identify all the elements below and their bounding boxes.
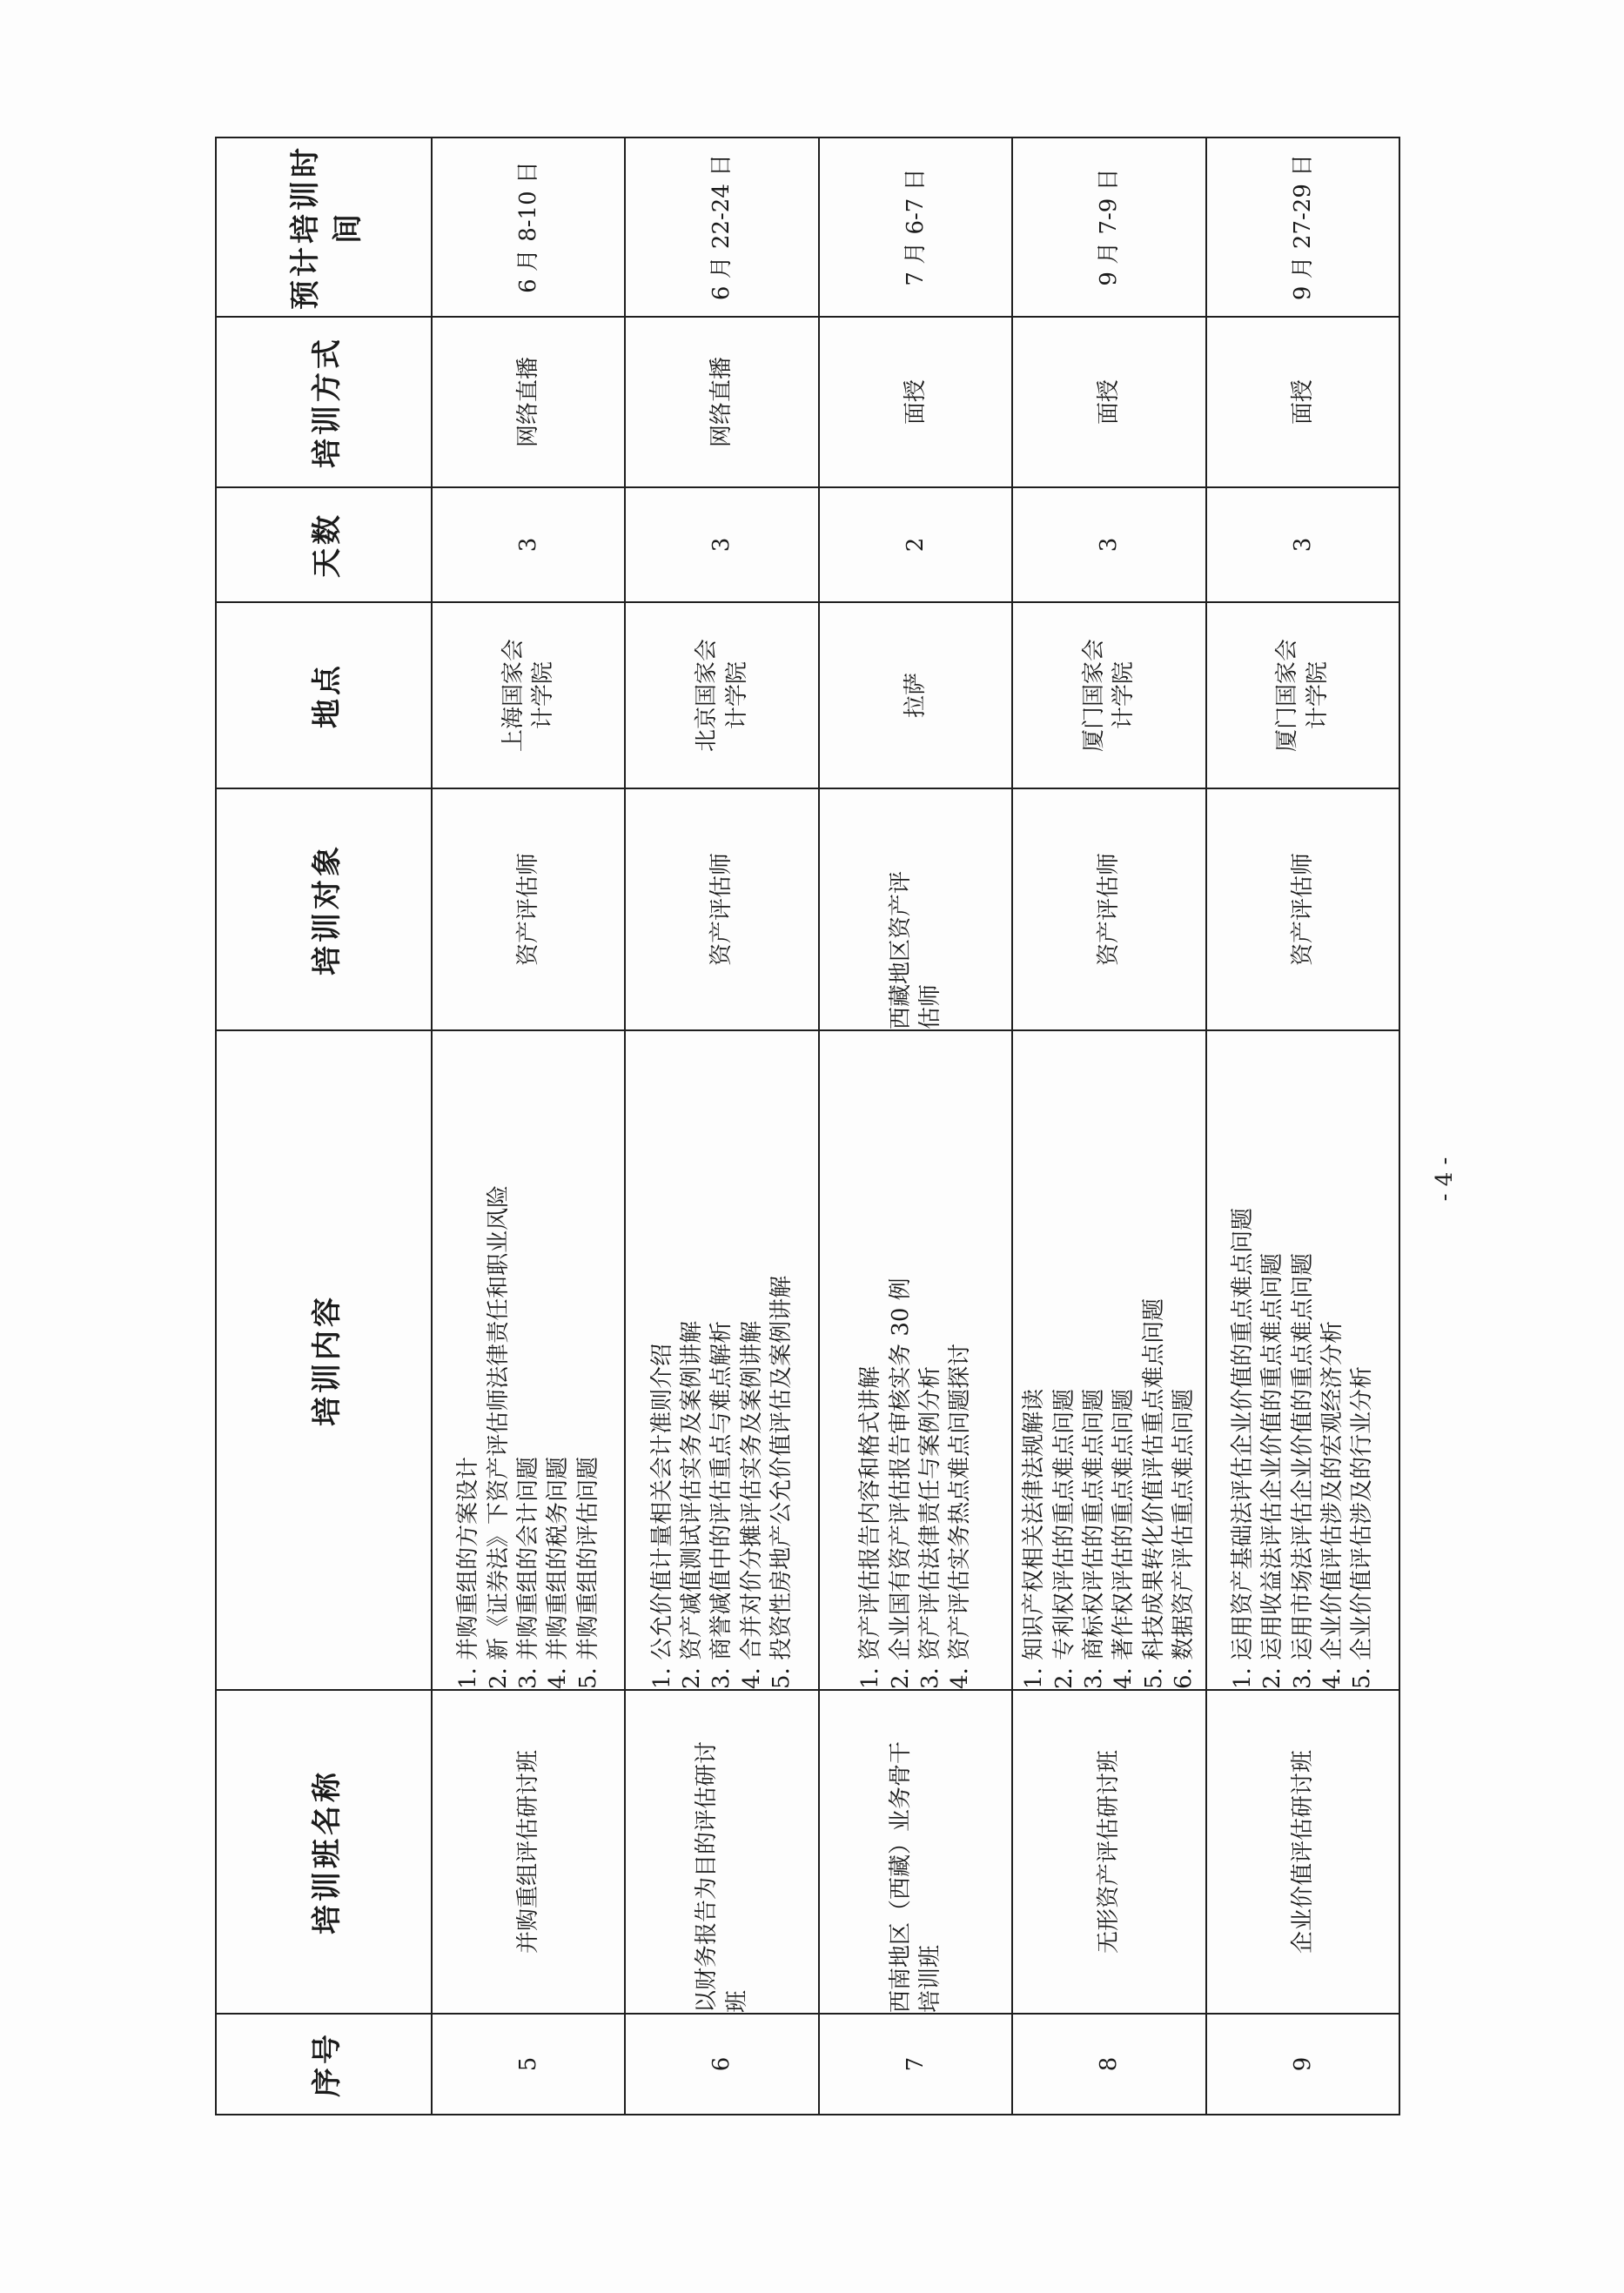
cell-content <box>1012 1030 1205 1690</box>
header-seq: 序号 <box>216 2014 432 2115</box>
cell-class-name <box>1206 1690 1399 2014</box>
page-number: - 4 - <box>1432 1157 1458 1202</box>
content-item: 1. 运用资产基础法评估企业价值的重点难点问题 <box>1230 1207 1256 1689</box>
class-name-text: 企业价值评估研讨班 <box>1289 1750 1316 1954</box>
cell-class-name <box>432 1690 625 2014</box>
content-item: 3. 资产评估法律责任与案例分析 <box>916 1365 943 1689</box>
cell-class-name <box>625 1690 818 2014</box>
cell-location <box>1012 602 1205 788</box>
content-item: 4. 著作权评估的重点难点问题 <box>1111 1388 1137 1689</box>
content-list <box>856 1031 975 1689</box>
cell-audience: 资产评估师 <box>1206 788 1399 1030</box>
cell-days: 2 <box>819 487 1012 602</box>
cell-content <box>819 1030 1012 1690</box>
table-row <box>819 137 1012 2115</box>
cell-method: 面授 <box>819 317 1012 487</box>
header-time: 预计培训时间 <box>216 137 432 317</box>
content-item: 3. 并购重组的会计问题 <box>515 1456 542 1689</box>
content-list <box>1228 1031 1378 1689</box>
cell-method: 网络直播 <box>432 317 625 487</box>
cell-seq: 5 <box>432 2014 625 2115</box>
content-item: 2. 资产减值测试评估实务及案例讲解 <box>679 1320 706 1689</box>
content-item: 3. 商标权评估的重点难点问题 <box>1081 1388 1108 1689</box>
class-name-text: 西南地区（西藏）业务骨干培训班 <box>887 1740 943 2013</box>
header-content: 培训内容 <box>216 1030 432 1690</box>
header-method: 培训方式 <box>216 317 432 487</box>
cell-time: 9 月 27-29 日 <box>1206 137 1399 317</box>
content-list <box>1019 1031 1198 1689</box>
cell-class-name <box>819 1690 1012 2014</box>
table-row <box>1206 137 1399 2115</box>
cell-time: 6 月 8-10 日 <box>432 137 625 317</box>
content-item: 1. 资产评估报告内容和格式讲解 <box>857 1365 884 1689</box>
cell-method: 面授 <box>1206 317 1399 487</box>
content-list <box>453 1031 603 1689</box>
header-class-name: 培训班名称 <box>216 1690 432 2014</box>
content-list <box>648 1031 797 1689</box>
content-item: 2. 专利权评估的重点难点问题 <box>1050 1388 1077 1689</box>
table-row <box>432 137 625 2115</box>
content-item: 2. 运用收益法评估企业价值的重点难点问题 <box>1259 1252 1286 1689</box>
content-item: 6. 数据资产评估重点难点问题 <box>1170 1388 1197 1689</box>
cell-audience <box>819 788 1012 1030</box>
content-item: 2. 企业国有资产评估报告审核实务 30 例 <box>887 1277 914 1689</box>
cell-days: 3 <box>432 487 625 602</box>
location-text: 上海国家会计学院 <box>500 639 557 753</box>
cell-time: 9 月 7-9 日 <box>1012 137 1205 317</box>
class-name-text: 以财务报告为目的评估研讨班 <box>694 1740 750 2013</box>
audience-text: 西藏地区资产评估师 <box>887 870 943 1029</box>
cell-time: 6 月 22-24 日 <box>625 137 818 317</box>
content-item: 3. 商誉减值中的评估重点与难点解析 <box>708 1320 735 1689</box>
content-item: 4. 合并对价分摊评估实务及案例讲解 <box>738 1320 765 1689</box>
header-audience: 培训对象 <box>216 788 432 1030</box>
training-schedule-table-wrapper <box>215 138 1400 2115</box>
cell-location <box>625 602 818 788</box>
content-item: 2. 新《证券法》下资产评估师法律责任和职业风险 <box>485 1184 512 1689</box>
cell-days: 3 <box>1206 487 1399 602</box>
content-item: 1. 知识产权相关法律法规解读 <box>1021 1388 1048 1689</box>
class-name-text: 并购重组评估研讨班 <box>515 1750 542 1954</box>
cell-content <box>625 1030 818 1690</box>
cell-content <box>432 1030 625 1690</box>
cell-days: 3 <box>1012 487 1205 602</box>
content-item: 1. 公允价值计量相关会计准则介绍 <box>648 1343 675 1689</box>
content-item: 5. 科技成果转化价值评估重点难点问题 <box>1140 1297 1167 1689</box>
header-days: 天数 <box>216 487 432 602</box>
location-text: 北京国家会计学院 <box>694 639 750 753</box>
cell-seq: 9 <box>1206 2014 1399 2115</box>
content-item: 3. 运用市场法评估企业价值的重点难点问题 <box>1289 1252 1316 1689</box>
class-name-text: 无形资产评估研讨班 <box>1096 1750 1123 1954</box>
cell-method: 网络直播 <box>625 317 818 487</box>
cell-audience: 资产评估师 <box>432 788 625 1030</box>
cell-seq: 7 <box>819 2014 1012 2115</box>
cell-location <box>1206 602 1399 788</box>
content-item: 1. 并购重组的方案设计 <box>455 1456 482 1689</box>
cell-seq: 8 <box>1012 2014 1205 2115</box>
content-item: 4. 资产评估实务热点难点问题探讨 <box>947 1343 974 1689</box>
cell-audience: 资产评估师 <box>1012 788 1205 1030</box>
header-location: 地点 <box>216 602 432 788</box>
content-item: 5. 企业价值评估涉及的行业分析 <box>1349 1365 1376 1689</box>
cell-seq: 6 <box>625 2014 818 2115</box>
content-item: 5. 并购重组的评估问题 <box>574 1456 601 1689</box>
cell-days: 3 <box>625 487 818 602</box>
cell-content <box>1206 1030 1399 1690</box>
table-header-row <box>216 137 432 2115</box>
location-text: 厦门国家会计学院 <box>1274 639 1331 753</box>
content-item: 4. 并购重组的税务问题 <box>545 1456 572 1689</box>
cell-time: 7 月 6-7 日 <box>819 137 1012 317</box>
training-schedule-table <box>215 137 1400 2115</box>
content-item: 4. 企业价值评估涉及的宏观经济分析 <box>1319 1320 1346 1689</box>
cell-class-name <box>1012 1690 1205 2014</box>
table-row <box>1012 137 1205 2115</box>
table-row <box>625 137 818 2115</box>
cell-audience: 资产评估师 <box>625 788 818 1030</box>
cell-method: 面授 <box>1012 317 1205 487</box>
content-item: 5. 投资性房地产公允价值评估及案例讲解 <box>768 1275 795 1689</box>
location-text: 厦门国家会计学院 <box>1081 639 1137 753</box>
cell-location: 拉萨 <box>819 602 1012 788</box>
cell-location <box>432 602 625 788</box>
